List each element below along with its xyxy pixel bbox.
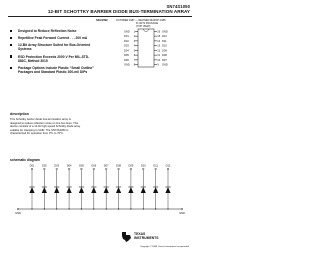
pin-name: D03	[124, 44, 129, 48]
diode-icon	[54, 187, 59, 193]
doc-number: SDLS092	[96, 18, 108, 22]
input-terminal	[56, 168, 58, 170]
schematic-input-label: D05	[79, 164, 84, 168]
gnd-terminal	[181, 208, 183, 210]
pin-name: D05	[124, 54, 129, 58]
feature-item: Repetitive Peak Forward Current . . . 200 mA	[10, 36, 96, 40]
bullet-icon	[10, 67, 12, 69]
input-terminal	[167, 168, 169, 170]
diode-icon	[42, 187, 47, 193]
pin-number: 1	[133, 30, 136, 34]
pin-name: GND	[124, 30, 130, 34]
input-terminal	[105, 168, 107, 170]
pin-name: GND	[124, 63, 130, 67]
diode-icon	[91, 187, 96, 193]
schematic-title: schematic diagram	[10, 158, 40, 162]
schematic-input-label: D04	[66, 164, 72, 168]
feature-item: Designed to Reduce Reflection Noise	[10, 29, 96, 33]
diode-icon	[79, 187, 84, 193]
gnd-label: GND	[179, 212, 185, 215]
pin-name: D07	[162, 58, 167, 62]
pin-number: 7	[133, 58, 136, 62]
part-number: SN74S1050	[166, 4, 190, 9]
schematic-input-label: D11	[153, 164, 158, 168]
pin-name: GND	[162, 63, 168, 67]
pin-name: D08	[162, 54, 167, 58]
input-terminal	[142, 168, 144, 170]
input-terminal	[68, 168, 70, 170]
pin-name: D11	[162, 39, 167, 43]
input-terminal	[31, 168, 33, 170]
feature-item: ESD Protection Exceeds 2000 V Per MIL-STD-883C, Method 3015	[10, 55, 96, 63]
feature-list	[10, 29, 96, 77]
diode-icon	[141, 187, 146, 193]
schematic-input-label: D07	[103, 164, 109, 168]
logo-wordmark: TEXAS INSTRUMENTS	[134, 232, 159, 240]
input-terminal	[93, 168, 95, 170]
pin-name: D02	[124, 39, 129, 43]
pin-number: 2	[133, 35, 136, 39]
pin-name: GND	[162, 30, 168, 34]
input-terminal	[44, 168, 46, 170]
package-body	[138, 29, 154, 67]
schematic-diagram	[8, 163, 192, 221]
page-title: 12-BIT SCHOTTKY BARRIER DIODE BUS-TERMINATION ARRAY	[47, 9, 190, 14]
pin-number: 8	[133, 63, 136, 67]
title-rule	[8, 16, 192, 17]
pin-number: 13	[157, 44, 161, 48]
doc-date: OCTOBER 1987 — REVISED MARCH 1988	[116, 18, 166, 22]
diode-icon	[29, 187, 34, 193]
pin-number: 12	[157, 49, 161, 53]
schematic-input-label: D06	[91, 164, 97, 168]
diode-icon	[116, 187, 121, 193]
pin-name: D09	[162, 49, 167, 53]
pin-name: D12	[162, 35, 167, 39]
pin-name: D06	[124, 58, 129, 62]
gnd-terminal	[17, 208, 19, 210]
texas-state-icon	[120, 231, 132, 243]
bullet-icon	[10, 55, 12, 57]
package-pinout-diagram	[118, 27, 174, 71]
bullet-icon	[10, 37, 12, 39]
diode-icon	[66, 187, 71, 193]
pin-name: D10	[162, 44, 167, 48]
schematic-input-label: D12	[165, 164, 171, 168]
schematic-input-label: D03	[54, 164, 60, 168]
input-terminal	[130, 168, 132, 170]
pin-number: 10	[157, 58, 161, 62]
description-heading: description	[10, 112, 29, 116]
feature-item: 12-Bit Array Structure Suited for Bus-Oriented Systems	[10, 43, 96, 51]
pin-name: D04	[124, 49, 129, 53]
schematic-input-label: D01	[29, 164, 35, 168]
gnd-label: GND	[15, 212, 21, 215]
schematic-input-label: D08	[116, 164, 121, 168]
description-text: This Schottky barrier diode bus-termination array is designed to reduce reflection noise on line bus lines. This device consists of a 12-bit high-speed Schottky diode array suitable for clamping to GND. The SN74S1050 is characterized for operation from 0°C to 70°C.	[10, 118, 81, 136]
diode-icon	[128, 187, 133, 193]
copyright-text: Copyright © 1988, Texas Instruments Incorporated	[140, 246, 189, 248]
bullet-icon	[10, 30, 12, 32]
schematic-input-label: D02	[41, 164, 47, 168]
bullet-icon	[10, 44, 12, 46]
pin-number: 4	[133, 44, 136, 48]
pin-number: 3	[133, 39, 136, 43]
ti-logo	[120, 231, 170, 245]
pin-number: 11	[157, 54, 161, 58]
package-title: D OR N PACKAGE (TOP VIEW)	[136, 22, 159, 29]
pin-number: 14	[157, 39, 161, 43]
input-terminal	[81, 168, 83, 170]
pin-number: 6	[133, 54, 136, 58]
pin-number: 16	[157, 30, 161, 34]
input-terminal	[155, 168, 157, 170]
input-terminal	[118, 168, 120, 170]
schematic-input-label: D10	[140, 164, 146, 168]
pin-number: 5	[133, 49, 136, 53]
pin-number: 15	[157, 35, 161, 39]
pin-number: 9	[157, 63, 159, 67]
pin-name: D01	[124, 35, 129, 39]
schematic-input-label: D09	[128, 164, 134, 168]
diode-icon	[104, 187, 109, 193]
diode-icon	[165, 187, 170, 193]
diode-icon	[153, 187, 158, 193]
feature-item: Package Options Include Plastic “Small Outline” Packages and Standard Plastic 300-mil DIPs	[10, 66, 96, 74]
